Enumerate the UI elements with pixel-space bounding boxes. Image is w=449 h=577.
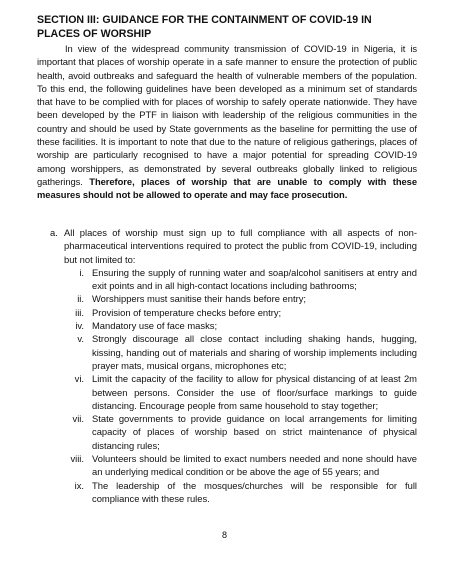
intro-text: In view of the widespread community transmission of COVID-19 in Nigeria, it is important that places of worship operate in a safe manner to ensure the protection of public health, avoid outbreaks and safeguard the health of vulnerable members of the population. To this end, the following guidelines have been developed as a minimum set of standards that have to be complied with for places of worship to safely operate nationwide. They have been developed by the PTF in liaison with leadership of the religious communities in the country and should be used by State governments as the baseline for permitting the use of these facilities. It is important to note that due to the nature of religious gatherings, places of worship are particularly recognised to have a major potential for spreading COVID-19 among worshippers, as demonstrated by several outbreaks globally linked to religious gatherings.: [37, 43, 417, 187]
sub-item-ix: [50, 479, 417, 506]
sub-item-number: vii.: [72, 413, 84, 425]
sub-item-number: iii.: [75, 306, 84, 318]
sub-item-iii: [50, 306, 417, 319]
sub-item-number: v.: [77, 333, 84, 345]
section-title: SECTION III: GUIDANCE FOR THE CONTAINMENT OF COVID-19 IN PLACES OF WORSHIP: [37, 14, 372, 40]
intro-bold-text: Therefore, places of worship that are unable to comply with these measures should not be allowed to operate and may face prosecution.: [37, 175, 417, 201]
sub-item-text: Volunteers should be limited to exact numbers needed and none should have an underlying medical condition or be above the age of 55 years; and: [92, 453, 417, 478]
sub-item-text: Limit the capacity of the facility to allow for physical distancing of at least 2m between persons. Consider the use of floor/surface markings to guide distancing. Encourage people from same household to stay together;: [92, 373, 417, 411]
sub-list: [50, 266, 417, 505]
guideline-list: [50, 226, 417, 515]
sub-item-ii: [50, 292, 417, 305]
sub-item-number: viii.: [70, 453, 84, 465]
list-marker-a: a.: [50, 227, 58, 238]
sub-item-number: ix.: [74, 479, 84, 491]
sub-item-text: Ensuring the supply of running water and soap/alcohol sanitisers at entry and exit points and in all high-contact locations including bathrooms;: [92, 266, 417, 292]
sub-item-i: [50, 266, 417, 293]
page-number: 8: [221, 530, 227, 540]
list-item-a: [50, 226, 417, 266]
sub-item-viii: [50, 452, 417, 479]
sub-item-text: Provision of temperature checks before entry;: [92, 306, 282, 318]
sub-item-number: vi.: [74, 373, 84, 385]
sub-item-number: i.: [79, 266, 84, 278]
list-item-a-text: All places of worship must sign up to full compliance with all aspects of non-pharmaceutical interventions required to protect the public from COVID-19, including but not limited to:: [64, 227, 417, 265]
sub-item-number: iv.: [75, 320, 84, 332]
sub-item-text: Mandatory use of face masks;: [92, 320, 218, 332]
intro-paragraph: [37, 42, 417, 202]
sub-item-text: State governments to provide guidance on local arrangements for limiting capacity of places of worship based on strict maintenance of physical distancing rules;: [92, 413, 417, 451]
sub-item-number: ii.: [77, 293, 84, 305]
sub-item-text: Worshippers must sanitise their hands before entry;: [92, 293, 306, 305]
sub-item-iv: [50, 319, 417, 332]
sub-item-vii: [50, 412, 417, 452]
sub-item-text: The leadership of the mosques/churches will be responsible for full compliance with these rules.: [92, 479, 417, 504]
sub-item-vi: [50, 372, 417, 412]
sub-item-text: Strongly discourage all close contact including shaking hands, hugging, kissing, handing out of materials and sharing of worship implements including prayer mats, musical organs, microphones etc;: [92, 333, 417, 371]
sub-item-v: [50, 332, 417, 372]
